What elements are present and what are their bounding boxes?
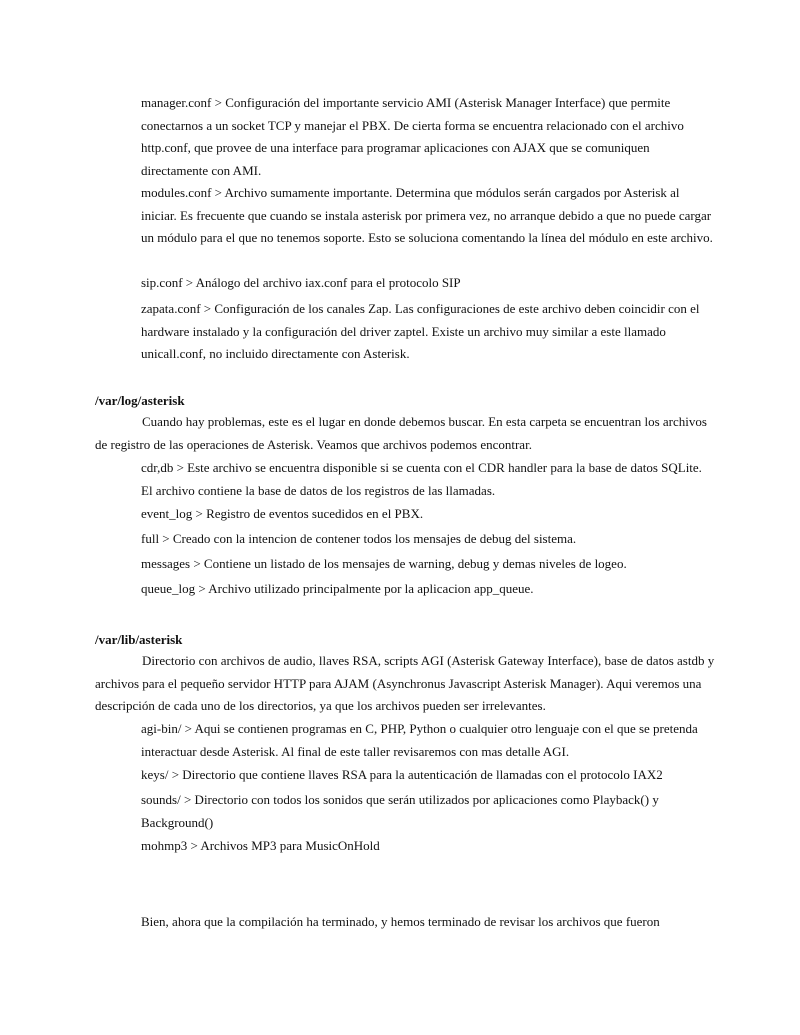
closing-paragraph: Bien, ahora que la compilación ha terminado, y hemos terminado de revisar los archivos que fueron: [141, 914, 660, 929]
list-item-mohmp3: mohmp3 > Archivos MP3 para MusicOnHold: [141, 838, 380, 853]
list-item-queue-log: queue_log > Archivo utilizado principalmente por la aplicacion app_queue.: [141, 581, 534, 596]
list-item-messages: messages > Contiene un listado de los mensajes de warning, debug y demas niveles de logeo.: [141, 556, 627, 571]
list-item-manager-conf: manager.conf > Configuración del importante servicio AMI (Asterisk Manager Interface) que permite conectarnos a un socket TCP y manejar el PBX. De cierta forma se encuentra relacionado con el archivo http.conf, que provee de una interface para programar aplicaciones con AJAX que se comuniquen directamente con AMI.: [141, 95, 684, 178]
section-heading-var-log: /var/log/asterisk: [95, 393, 185, 408]
list-item-agi-bin: agi-bin/ > Aqui se contienen programas en C, PHP, Python o cualquier otro lenguaje con el que se pretenda interactuar desde Asterisk. Al final de este taller revisaremos con mas detalle AGI.: [141, 721, 698, 759]
list-item-cdr-db: cdr,db > Este archivo se encuentra disponible si se cuenta con el CDR handler para la base de datos SQLite. El archivo contiene la base de datos de los registros de las llamadas.: [141, 460, 702, 498]
list-item-full: full > Creado con la intencion de contener todos los mensajes de debug del sistema.: [141, 531, 577, 546]
section-intro-var-log: Cuando hay problemas, este es el lugar en donde debemos buscar. En esta carpeta se encuentran los archivos de registro de las operaciones de Asterisk. Veamos que archivos podemos encontrar.: [95, 414, 707, 452]
section-heading-var-lib: /var/lib/asterisk: [95, 632, 183, 647]
list-item-modules-conf: modules.conf > Archivo sumamente importante. Determina que módulos serán cargados por Asterisk al iniciar. Es frecuente que cuando se instala asterisk por primera vez, no arranque debido a que no puede cargar un módulo para el que no tenemos soporte. Esto se soluciona comentando la línea del módulo en este archivo.: [141, 185, 713, 245]
list-item-sounds: sounds/ > Directorio con todos los sonidos que serán utilizados por aplicaciones como Playback() y Background(): [141, 792, 659, 830]
list-item-keys: keys/ > Directorio que contiene llaves RSA para la autenticación de llamadas con el protocolo IAX2: [141, 767, 663, 782]
list-item-sip-conf: sip.conf > Análogo del archivo iax.conf para el protocolo SIP: [141, 275, 461, 290]
list-item-zapata-conf: zapata.conf > Configuración de los canales Zap. Las configuraciones de este archivo deben coincidir con el hardware instalado y la configuración del driver zaptel. Existe un archivo muy similar a este llamado unicall.conf, no incluido directamente con Asterisk.: [141, 301, 700, 361]
section-intro-var-lib: Directorio con archivos de audio, llaves RSA, scripts AGI (Asterisk Gateway Interface), base de datos astdb y archivos para el pequeño servidor HTTP para AJAM (Asynchronus Javascript Asterisk Manager). Aqui veremos una descripción de cada uno de los directorios, ya que los archivos pueden ser irrelevantes.: [95, 653, 715, 713]
list-item-event-log: event_log > Registro de eventos sucedidos en el PBX.: [141, 506, 424, 521]
